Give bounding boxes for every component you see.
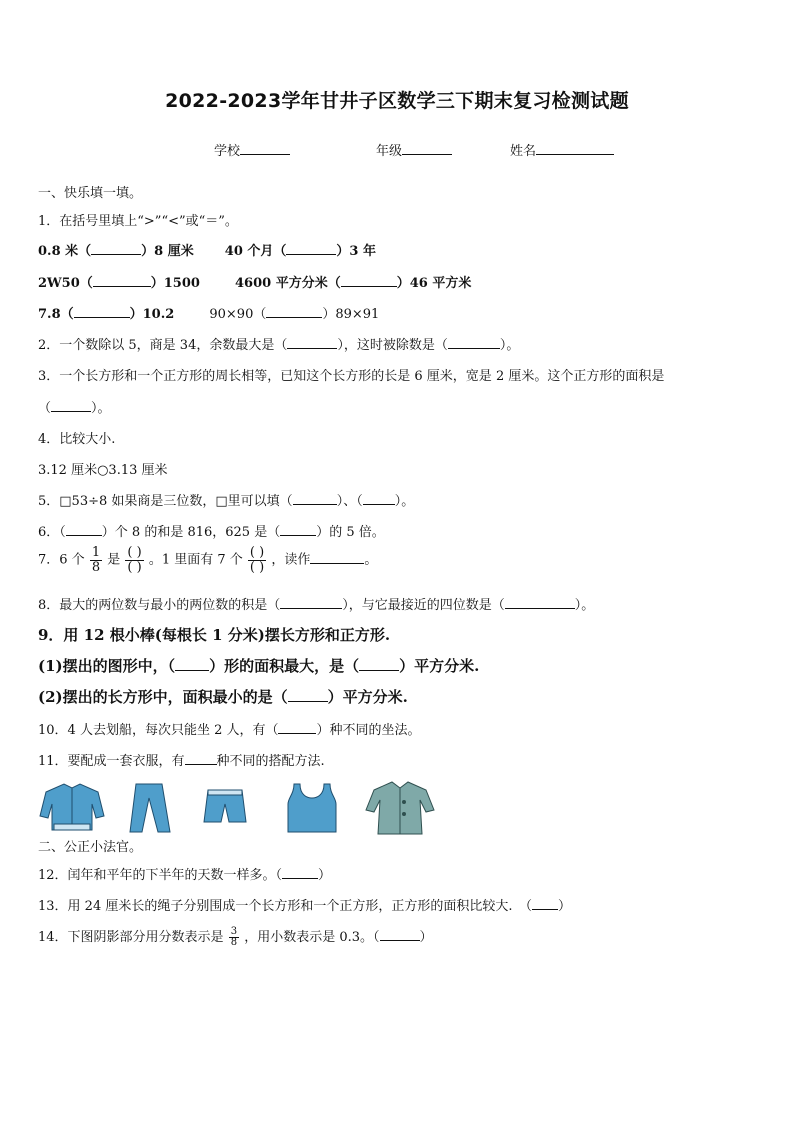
question-13 bbox=[38, 895, 571, 914]
q1-r3a-right: ）10.2 bbox=[129, 307, 175, 322]
q2-text-3: ）。 bbox=[499, 338, 520, 353]
q5-blank-2[interactable] bbox=[363, 492, 395, 505]
q5-text-1: 5．□53÷8 如果商是三位数，□里可以填（ bbox=[38, 494, 293, 509]
q14-text-1: 14．下图阴影部分用分数表示是 bbox=[38, 930, 224, 945]
q1-r1b-left: 40 个月（ bbox=[224, 244, 287, 259]
q1-row-1 bbox=[38, 240, 376, 259]
q9-2-text-1: (2)摆出的长方形中，面积最小的是（ bbox=[38, 688, 288, 706]
q1-r3a-blank[interactable] bbox=[74, 305, 130, 318]
q14-text-3: ） bbox=[419, 930, 433, 945]
q5-text-3: ）。 bbox=[394, 494, 415, 509]
q11-blank[interactable] bbox=[185, 752, 217, 765]
q7-text-2: 是 bbox=[107, 552, 121, 568]
q1-row-3 bbox=[38, 303, 379, 322]
q8-text-2: ），与它最接近的四位数是（ bbox=[342, 598, 505, 613]
question-3-answer bbox=[38, 397, 111, 416]
question-9: 9．用 12 根小棒(每根长 1 分米)摆长方形和正方形. bbox=[38, 626, 391, 644]
q7-blank-den-2[interactable]: ( ) bbox=[249, 559, 265, 575]
q1-r2a-left: 2W50（ bbox=[38, 276, 93, 291]
question-14 bbox=[38, 926, 433, 949]
vest-icon bbox=[288, 784, 336, 832]
q2-blank-2[interactable] bbox=[448, 336, 500, 349]
q7-text-3: 。1 里面有 7 个 bbox=[148, 552, 243, 568]
q3-close: ）。 bbox=[91, 401, 111, 416]
q1-r3b-right: ）89×91 bbox=[322, 307, 380, 322]
q9-1-text-1: (1)摆出的图形中，（ bbox=[38, 657, 176, 675]
q7-fraction-one-eighth bbox=[90, 546, 102, 574]
q7-text-4: ，读作 bbox=[271, 552, 311, 568]
question-9-part-1 bbox=[38, 655, 479, 676]
name-field bbox=[510, 140, 614, 159]
trousers-icon bbox=[130, 784, 170, 832]
q7-read-blank[interactable] bbox=[310, 551, 364, 564]
q5-text-2: ）、（ bbox=[336, 494, 363, 509]
school-label: 学校 bbox=[214, 144, 241, 159]
question-9-part-2 bbox=[38, 686, 408, 707]
q3-open: （ bbox=[38, 401, 52, 416]
q8-text-3: ）。 bbox=[574, 598, 595, 613]
q7-blank-fraction-2[interactable] bbox=[248, 546, 266, 574]
question-4-compare: 3.12 厘米○3.13 厘米 bbox=[38, 463, 168, 478]
q9-2-text-2: ）平方分米. bbox=[327, 688, 408, 706]
q9-1-blank-1[interactable] bbox=[175, 658, 209, 671]
q7-blank-den-1[interactable]: ( ) bbox=[127, 559, 142, 575]
q8-blank-1[interactable] bbox=[280, 596, 342, 609]
coat-icon bbox=[366, 782, 434, 834]
q1-r2b-left: 4600 平方分米（ bbox=[235, 276, 341, 291]
question-10 bbox=[38, 719, 421, 738]
name-label: 姓名 bbox=[510, 144, 537, 159]
q7-frac-num: 1 bbox=[91, 545, 101, 560]
q6-blank-1[interactable] bbox=[66, 523, 102, 536]
q1-r1b-right: ）3 年 bbox=[336, 244, 376, 259]
page-title: 2022-2023学年甘井子区数学三下期末复习检测试题 bbox=[165, 90, 629, 112]
q1-r1b-blank[interactable] bbox=[286, 242, 336, 255]
q8-blank-2[interactable] bbox=[505, 596, 575, 609]
q5-blank-1[interactable] bbox=[293, 492, 337, 505]
q2-text-2: ），这时被除数是（ bbox=[337, 338, 448, 353]
q13-blank[interactable] bbox=[532, 897, 558, 910]
q11-text-1: 11．要配成一套衣服，有 bbox=[38, 754, 185, 769]
q7-blank-num-2[interactable]: ( ) bbox=[249, 545, 265, 560]
question-3: 3．一个长方形和一个正方形的周长相等，已知这个长方形的长是 6 厘米，宽是 2 厘米。这个正方形的面积是 bbox=[38, 369, 665, 384]
q13-text-1: 13．用 24 厘米长的绳子分别围成一个长方形和一个正方形，正方形的面积比较大. （ bbox=[38, 899, 532, 914]
section-2-heading: 二、公正小法官。 bbox=[38, 840, 143, 855]
q8-text-1: 8．最大的两位数与最小的两位数的积是（ bbox=[38, 598, 281, 613]
question-1: 1．在括号里填上“>”“<”或“＝”。 bbox=[38, 214, 238, 229]
question-7 bbox=[38, 546, 377, 574]
q12-text-2: ） bbox=[318, 868, 332, 883]
q13-text-2: ） bbox=[557, 899, 571, 914]
q1-r3a-left: 7.8（ bbox=[38, 307, 74, 322]
q7-blank-fraction-1[interactable] bbox=[125, 546, 143, 574]
q10-blank[interactable] bbox=[278, 721, 316, 734]
grade-label: 年级 bbox=[376, 144, 403, 159]
q7-blank-num-1[interactable]: ( ) bbox=[127, 545, 142, 560]
q12-blank[interactable] bbox=[282, 866, 318, 879]
q1-r2b-right: ）46 平方米 bbox=[396, 276, 472, 291]
q1-r2a-right: ）1500 bbox=[150, 276, 200, 291]
jacket-icon bbox=[40, 784, 104, 830]
question-2 bbox=[38, 334, 519, 353]
school-blank[interactable] bbox=[240, 142, 290, 155]
q14-text-2: ，用小数表示是 0.3。（ bbox=[244, 930, 380, 945]
q6-blank-2[interactable] bbox=[280, 523, 316, 536]
q1-r3b-left: 90×90（ bbox=[209, 307, 267, 322]
q2-text-1: 2．一个数除以 5，商是 34，余数最大是（ bbox=[38, 338, 288, 353]
q14-fraction-three-eighths bbox=[229, 927, 239, 949]
q14-blank[interactable] bbox=[380, 928, 420, 941]
q6-text-2: ）个 8 的和是 816，625 是（ bbox=[101, 525, 281, 540]
q1-r2b-blank[interactable] bbox=[341, 274, 397, 287]
q7-text-5: 。 bbox=[364, 552, 378, 568]
name-blank[interactable] bbox=[536, 142, 614, 155]
q7-text-1: 7．6 个 bbox=[38, 552, 85, 568]
q12-text-1: 12．闰年和平年的下半年的天数一样多。（ bbox=[38, 868, 283, 883]
q9-1-blank-2[interactable] bbox=[359, 658, 399, 671]
question-12 bbox=[38, 864, 331, 883]
q10-text-1: 10．4 人去划船，每次只能坐 2 人，有（ bbox=[38, 723, 279, 738]
q1-r3b-blank[interactable] bbox=[266, 305, 322, 318]
q14-frac-den: 8 bbox=[230, 937, 238, 948]
grade-blank[interactable] bbox=[402, 142, 452, 155]
q1-r1a-left: 0.8 米（ bbox=[38, 244, 92, 259]
q9-1-text-2: ）形的面积最大，是（ bbox=[209, 657, 360, 675]
clothing-illustration bbox=[36, 780, 436, 836]
question-11 bbox=[38, 750, 325, 769]
q9-1-text-3: ）平方分米. bbox=[399, 657, 480, 675]
question-5 bbox=[38, 490, 414, 509]
q1-r1a-blank[interactable] bbox=[91, 242, 141, 255]
q1-row-2 bbox=[38, 272, 471, 291]
grade-field bbox=[376, 140, 452, 159]
q14-frac-num: 3 bbox=[230, 925, 238, 937]
question-4: 4．比较大小. bbox=[38, 432, 116, 447]
shorts-icon bbox=[204, 790, 246, 822]
question-6 bbox=[38, 521, 385, 540]
school-field bbox=[214, 140, 290, 159]
q1-r2a-blank[interactable] bbox=[93, 274, 151, 287]
question-8 bbox=[38, 594, 594, 613]
q9-2-blank[interactable] bbox=[288, 689, 328, 702]
q11-text-2: 种不同的搭配方法. bbox=[216, 754, 325, 769]
q7-frac-den: 8 bbox=[91, 559, 101, 575]
section-1-heading: 一、快乐填一填。 bbox=[38, 186, 143, 201]
q3-blank[interactable] bbox=[51, 399, 91, 412]
q10-text-2: ）种不同的坐法。 bbox=[316, 723, 421, 738]
q6-text-1: 6．（ bbox=[38, 525, 66, 540]
q6-text-3: ）的 5 倍。 bbox=[316, 525, 385, 540]
q1-r1a-right: ）8 厘米 bbox=[141, 244, 194, 259]
q2-blank-1[interactable] bbox=[287, 336, 337, 349]
